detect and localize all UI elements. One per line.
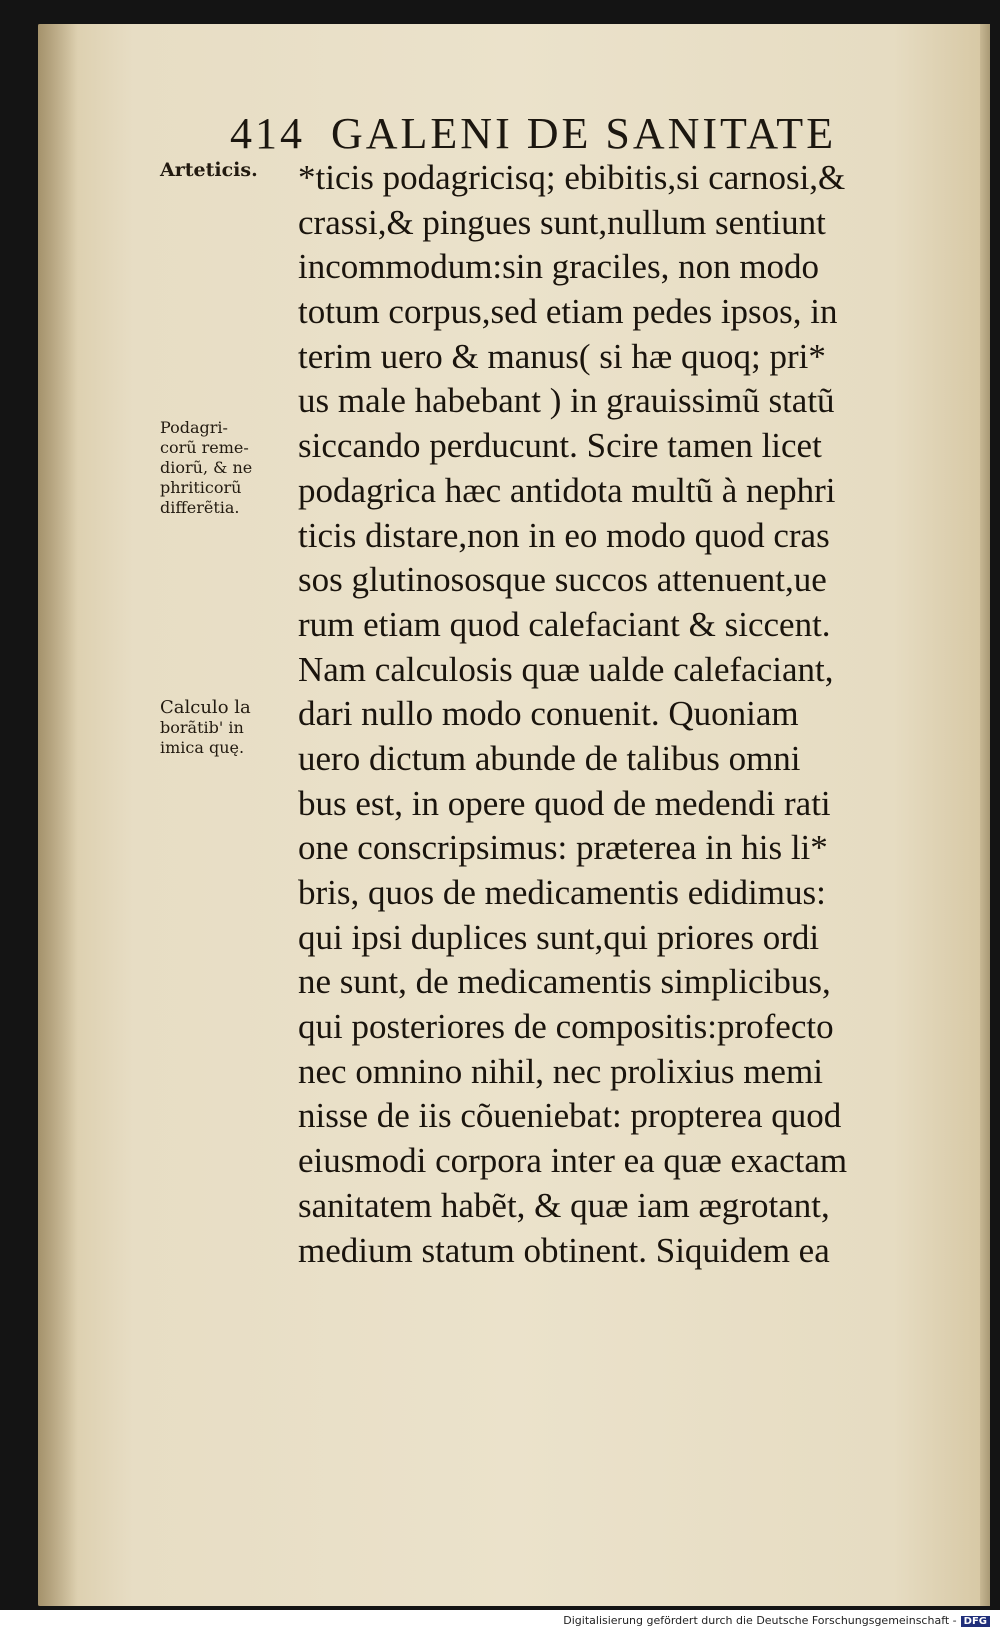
footer-credit — [563, 1614, 990, 1627]
text-line: terim uero & manus( si hæ quoq; pri* — [298, 336, 826, 376]
text-line: ticis distare,non in eo modo quod cras — [298, 515, 830, 555]
margin-note-line: borãtib' in — [160, 718, 244, 737]
text-line: rum etiam quod calefaciant & siccent. — [298, 604, 831, 644]
text-line: qui posteriores de compositis:profecto — [298, 1007, 834, 1047]
margin-note-line: diorũ, & ne — [160, 458, 253, 477]
text-line: incommodum:sin graciles, non modo — [298, 247, 820, 287]
text-line: siccando perducunt. Scire tamen licet — [298, 426, 822, 466]
text-line: eiusmodi corpora inter ea quæ exactam — [298, 1141, 848, 1181]
funding-notice: Digitalisierung gefördert durch die Deutsche Forschungsgemeinschaft - — [563, 1614, 957, 1627]
text-line: medium statum obtinent. Siquidem ea — [298, 1230, 830, 1270]
page-edge — [980, 24, 990, 1606]
text-line: *ticis podagricisq; ebibitis,si carnosi,& — [298, 158, 846, 197]
margin-note-line: imica quę. — [160, 738, 245, 757]
text-line: nec omnino nihil, nec prolixius memi — [298, 1051, 823, 1091]
text-line: sanitatem habẽt, & quæ iam ægrotant, — [298, 1185, 830, 1225]
text-line: ne sunt, de medicamentis simplicibus, — [298, 962, 831, 1002]
text-line: bris, quos de medicamentis edidimus: — [298, 873, 826, 912]
text-line: Nam calculosis quæ ualde calefaciant, — [298, 649, 834, 689]
margin-note-podagricorum — [160, 418, 290, 518]
text-line: one conscripsimus: præterea in his li* — [298, 828, 828, 868]
text-line: nisse de iis cõueniebat: propterea quod — [298, 1096, 842, 1136]
margin-note-calculo — [160, 698, 290, 758]
text-line: qui ipsi duplices sunt,qui priores ordi — [298, 917, 820, 957]
margin-note-line: corũ reme- — [160, 438, 249, 457]
text-line: us male habebant ) in grauissimũ statũ — [298, 381, 835, 421]
running-header — [230, 108, 920, 159]
text-line: totum corpus,sed etiam pedes ipsos, in — [298, 292, 838, 332]
main-text-block — [298, 156, 920, 1273]
gutter-shadow — [38, 24, 78, 1606]
text-line: podagrica hæc antidota multũ à nephri — [298, 470, 836, 510]
margin-note-line: differẽtia. — [160, 498, 240, 517]
text-line: sos glutinososque succos attenuent,ue — [298, 560, 827, 600]
margin-note-line: Podagri- — [160, 418, 228, 437]
page-number: 414 — [230, 109, 305, 158]
text-line: uero dictum abunde de talibus omni — [298, 738, 801, 778]
text-line: crassi,& pingues sunt,nullum sentiunt — [298, 202, 826, 242]
running-title: GALENI DE SANITATE — [331, 109, 837, 158]
dfg-logo: DFG — [961, 1616, 990, 1627]
margin-note-arteticis — [160, 160, 290, 180]
margin-note-line: Arteticis. — [160, 159, 258, 181]
text-line: bus est, in opere quod de medendi rati — [298, 783, 831, 823]
text-line: dari nullo modo conuenit. Quoniam — [298, 694, 799, 734]
margin-note-line: Calculo la — [160, 697, 251, 718]
margin-note-line: phriticorũ — [160, 478, 242, 497]
